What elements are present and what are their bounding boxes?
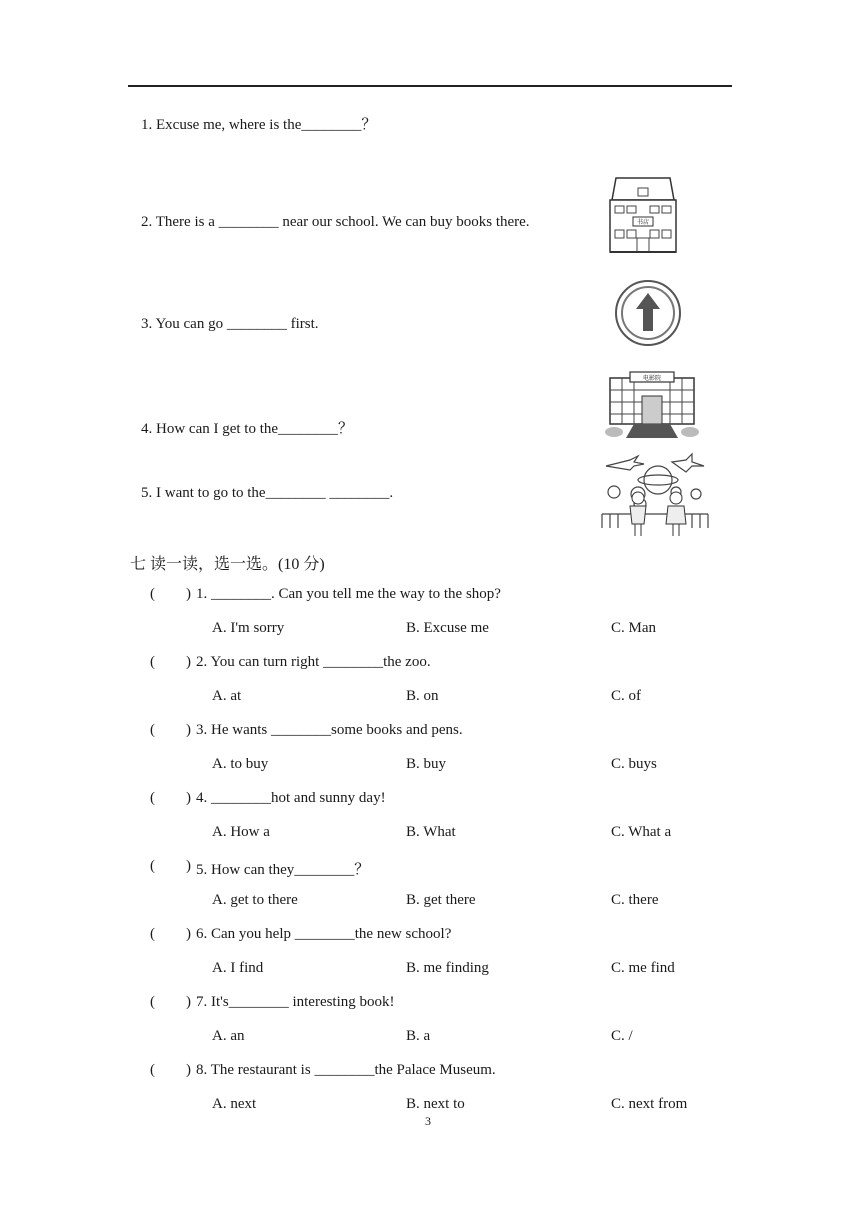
question-stem: 8. The restaurant is ________the Palace Museum. [196, 1062, 496, 1078]
cinema-sign: 电影院 [642, 375, 662, 382]
answer-paren-open: ( [150, 722, 155, 738]
option-b: B. a [406, 1028, 431, 1044]
science-museum-kids-icon [600, 452, 710, 538]
answer-paren-open: ( [150, 790, 155, 806]
option-b: B. on [406, 688, 439, 704]
option-c: C. me find [611, 960, 675, 976]
option-c: C. of [611, 688, 641, 704]
option-a: A. I find [212, 960, 264, 976]
option-c: C. / [611, 1028, 633, 1044]
answer-paren-close: ) [186, 586, 191, 602]
answer-paren-close: ) [186, 722, 191, 738]
answer-paren-close: ) [186, 926, 191, 942]
bookstore-sign: 书店 [636, 219, 650, 226]
option-c: C. buys [611, 756, 657, 772]
answer-paren-close: ) [186, 790, 191, 806]
section-7-title: 七 读一读，选一选。(10 分) [130, 556, 325, 573]
answer-paren-close: ) [186, 858, 191, 874]
fill-question-4: 4. How can I get to the________？ [141, 421, 354, 437]
answer-paren-open: ( [150, 586, 155, 602]
fill-question-2: 2. There is a ________ near our school. We can buy books there. [141, 214, 530, 230]
question-stem: 7. It's________ interesting book! [196, 994, 395, 1010]
option-a: A. get to there [212, 892, 298, 908]
option-c: C. there [611, 892, 659, 908]
option-a: A. I'm sorry [212, 620, 285, 636]
option-a: A. an [212, 1028, 245, 1044]
answer-paren-close: ) [186, 1062, 191, 1078]
answer-paren-open: ( [150, 994, 155, 1010]
option-b: B. me finding [406, 960, 489, 976]
option-b: B. next to [406, 1096, 465, 1112]
question-stem: 3. He wants ________some books and pens. [196, 722, 463, 738]
fill-question-3: 3. You can go ________ first. [141, 316, 319, 332]
option-c: C. next from [611, 1096, 688, 1112]
option-b: B. get there [406, 892, 476, 908]
question-stem: 5. How can they________？ [196, 862, 370, 878]
straight-arrow-sign-icon [614, 279, 682, 347]
answer-paren-open: ( [150, 1062, 155, 1078]
option-a: A. next [212, 1096, 257, 1112]
question-stem: 6. Can you help ________the new school? [196, 926, 452, 942]
option-b: B. Excuse me [406, 620, 489, 636]
page-number: 3 [425, 1114, 431, 1128]
cinema-building-icon [604, 370, 700, 440]
option-c: C. What a [611, 824, 672, 840]
answer-paren-open: ( [150, 858, 155, 874]
fill-question-1: 1. Excuse me, where is the________？ [141, 117, 377, 133]
bookstore-building-icon [606, 172, 680, 254]
option-a: A. How a [212, 824, 270, 840]
answer-paren-close: ) [186, 994, 191, 1010]
question-stem: 2. You can turn right ________the zoo. [196, 654, 431, 670]
answer-paren-close: ) [186, 654, 191, 670]
option-b: B. What [406, 824, 456, 840]
header-rule [128, 85, 732, 87]
answer-paren-open: ( [150, 926, 155, 942]
question-stem: 1. ________. Can you tell me the way to the shop? [196, 586, 501, 602]
fill-question-5: 5. I want to go to the________ ________. [141, 485, 394, 501]
question-stem: 4. ________hot and sunny day! [196, 790, 386, 806]
option-c: C. Man [611, 620, 656, 636]
answer-paren-open: ( [150, 654, 155, 670]
option-a: A. at [212, 688, 242, 704]
option-a: A. to buy [212, 756, 269, 772]
option-b: B. buy [406, 756, 447, 772]
